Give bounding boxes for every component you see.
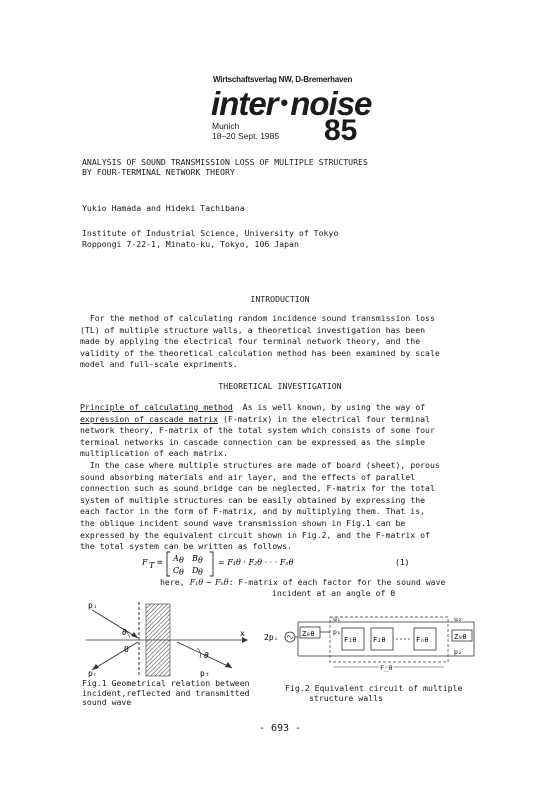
equation-note-line-1: here, F₁θ ∼ Fₙθ: F-matrix of each factor for the sound wave <box>160 577 446 587</box>
intro-line: For the method of calculating random incidence sound transmission loss <box>80 313 435 323</box>
matrix-c-sub: θ <box>179 568 184 577</box>
theory-heading: THEORETICAL INVESTIGATION <box>218 381 342 391</box>
paper-title-line-2: BY FOUR-TERMINAL NETWORK THEORY <box>82 167 235 177</box>
matrix-c: C <box>173 566 180 575</box>
conference-year: 85 <box>324 114 358 147</box>
matrix-b-sub: θ <box>198 556 203 565</box>
affiliation-line-2: Roppongi 7-22-1, Minato-ku, Tokyo, 106 Japan <box>82 239 299 249</box>
eq-equals: = <box>157 558 163 568</box>
theory-line: system of multiple structures can be easily obtained by expressing the <box>80 494 426 505</box>
theory-line: the oblique incident sound wave transmission shown in Fig.1 can be <box>80 517 406 528</box>
intro-heading: INTRODUCTION <box>250 294 310 304</box>
eq-rhs: = F₁θ · F₂θ · · · Fₙθ <box>218 558 294 567</box>
reflected-ray <box>92 642 138 670</box>
p2-label: p₂ <box>454 648 462 656</box>
left-bracket <box>167 552 170 576</box>
logo-separator: • <box>280 90 288 115</box>
theory-line: multiplication of each matrix. <box>80 448 228 459</box>
z-left-label: Z₀θ <box>302 630 315 638</box>
figure-2 <box>258 612 483 674</box>
figure-1-caption: Fig.1 Geometrical relation between incident,reflected and transmitted sound wave <box>82 678 250 708</box>
theory-body <box>80 402 440 553</box>
conference-city: Munich <box>212 121 240 131</box>
publisher: Wirtschaftsverlag NW, D-Bremerhaven <box>213 75 353 84</box>
matrix-d-sub: θ <box>198 568 203 577</box>
fig1-theta: θ <box>122 628 127 637</box>
fig1-origin: 0 <box>124 645 129 654</box>
logo-right: noise <box>290 85 372 122</box>
conference-dates: 18–20 Sept. 1985 <box>212 131 280 141</box>
figure-2-caption: Fig.2 Equivalent circuit of multiple structure walls <box>285 683 463 703</box>
incident-arrow-icon <box>131 632 138 638</box>
ft-label: F_θ <box>380 664 393 672</box>
fig1-pr: pᵣ <box>88 669 98 678</box>
paper-title-line-1: ANALYSIS OF SOUND TRANSMISSION LOSS OF MULTIPLE STRUCTURES <box>82 157 368 167</box>
matrix-b: B <box>192 554 198 563</box>
theory-line: terminal networks in cascade connection can be expressed as the simple <box>80 436 426 447</box>
eq-lhs: F <box>142 558 148 567</box>
theory-line: network theory, F-matrix of the total system which consists of some four <box>80 425 435 436</box>
eq-number: (1) <box>395 558 410 567</box>
theory-line: (F-matrix) in the electrical four terminal <box>218 413 430 424</box>
theory-line: sound absorbing materials and air layer, and the effects of parallel <box>80 471 416 482</box>
eq-lhs-sub: T <box>149 561 155 570</box>
theory-line: As is well known, by using the way of <box>232 402 426 412</box>
intro-line: (TL) of multiple structure walls, a theoretical investigation has been <box>80 324 426 335</box>
z-right-label: Z₀θ <box>454 633 467 641</box>
fig1-x: x <box>240 629 245 638</box>
theory-line: each factor in the form of F-matrix, and by multiplying them. That is, <box>80 506 426 517</box>
matrix-d: D <box>192 566 199 575</box>
theory-underlined: expression of cascade matrix <box>80 413 219 424</box>
intro-body <box>80 313 440 371</box>
theory-subheading: Principle of calculating method <box>80 402 233 412</box>
intro-line: model and full-scale expriments. <box>80 359 238 370</box>
fig1-pi: pᵢ <box>88 601 98 610</box>
theory-line: expressed by the equivalent circuit shown in Fig.2, and the F-matrix of <box>80 529 430 540</box>
figure-1 <box>82 600 262 678</box>
u2-label: u₂ <box>454 615 462 623</box>
wave-icon <box>287 636 293 639</box>
theory-line: In the case where multiple structures are made of board (sheet), porous <box>80 459 440 470</box>
intro-line: validity of the theoretical calculation method has been examined by scale <box>80 347 440 358</box>
matrix-a-sub: θ <box>179 556 184 565</box>
f1-label: F₁θ <box>344 636 357 644</box>
theory-line: connection such as sound bridge can be neglected, F-matrix for the total <box>80 483 435 494</box>
p1-label: p₁ <box>333 628 341 636</box>
matrix-a: A <box>173 554 179 563</box>
intro-line: made by applying the electrical four terminal network theory, and the <box>80 336 421 347</box>
affiliation-line-1: Institute of Industrial Science, University of Tokyo <box>82 228 339 238</box>
equation-1 <box>140 548 440 580</box>
page-number: - 693 - <box>258 723 302 734</box>
equation-note-line-2: incident at an angle of θ <box>272 588 396 598</box>
fig1-theta-2: θ <box>204 651 209 660</box>
right-bracket <box>210 552 213 576</box>
f2-label: F₂θ <box>373 636 386 644</box>
theory-line: the total system can be written as follows. <box>80 541 292 552</box>
u1-label: u₁ <box>333 615 341 623</box>
fig2-source-label: 2pᵢ <box>264 633 279 642</box>
paper-authors: Yukio Hamada and Hideki Tachibana <box>82 203 245 213</box>
fig1-pt: pₜ <box>200 669 210 678</box>
incident-ray <box>92 610 138 638</box>
fn-label: Fₙθ <box>416 636 429 644</box>
logo-left: inter <box>211 85 278 122</box>
